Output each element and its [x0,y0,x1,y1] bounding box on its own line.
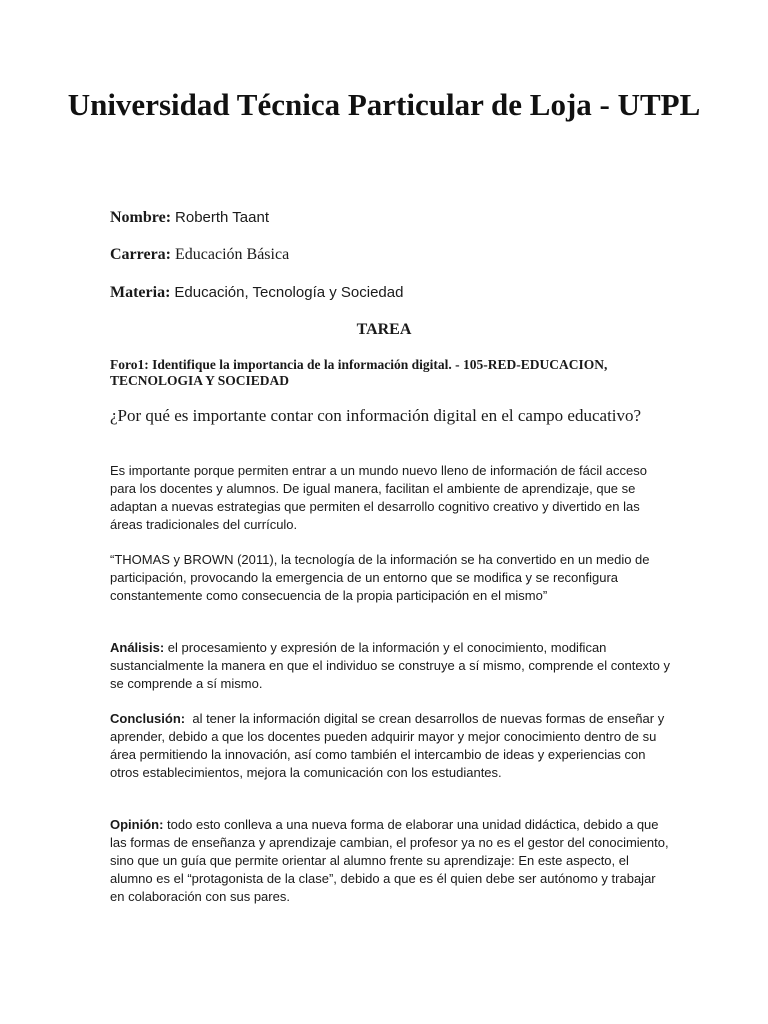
paragraph-intro: Es importante porque permiten entrar a un mundo nuevo lleno de información de fácil acceso para los docentes y alumnos. De igual manera, facilitan el ambiente de aprendizaje, que se adaptan a nuevas estrategias que permiten el desarrollo cognitivo creativo y divertido en las áreas tradicionales del currículo. [110,463,647,532]
field-value: Educación, Tecnología y Sociedad [174,284,404,301]
field-nombre [110,208,269,228]
paragraph-conclusion [110,710,670,782]
paragraph-opinion [110,816,670,906]
field-materia [110,283,403,303]
analisis-text: el procesamiento y expresión de la información y el conocimiento, modifican sustancialmente la manera en que el individuo se construye a sí mismo, comprende el contexto y se comprende a sí mismo. [110,640,671,691]
opinion-text: todo esto conlleva a una nueva forma de elaborar una unidad didáctica, debido a que las formas de enseñanza y aprendizaje cambian, el profesor ya no es el gestor del conocimiento, sino que un guía que permite orientar al alumno frente su aprendizaje: En este aspecto, el alumno es el “protagonista de la clase”, debido a que es él quien debe ser autónomo y trabajar en colaboración con sus pares. [110,817,669,904]
field-value: Educación Básica [175,246,290,263]
conclusion-label: Conclusión: [110,711,186,726]
paragraph-quote: “THOMAS y BROWN (2011), la tecnología de la información se ha convertido en un medio de participación, provocando la emergencia de un entorno que se modifica y se reconfigura constantemente como consecuencia de la propia participación en el mismo” [110,552,650,603]
analisis-label: Análisis: [110,640,165,655]
question-heading: ¿Por qué es importante contar con información digital en el campo educativo? [110,406,642,425]
opinion-label: Opinión: [110,817,164,832]
field-carrera [110,245,289,265]
document-title: Universidad Técnica Particular de Loja - UTPL [67,87,701,122]
conclusion-text: al tener la información digital se crean desarrollos de nuevas formas de enseñar y aprender, debido a que los docentes pueden adquirir mayor y mejor conocimiento dentro de su área permitiendo la innovación, así como también el intercambio de ideas y experiencias con otros establecimientos, mejora la comunicación con los estudiantes. [110,711,668,780]
field-label: Nombre: [110,209,172,226]
foro-heading: Foro1: Identifique la importancia de la información digital. - 105-RED-EDUCACION, TECNOLOGIA Y SOCIEDAD [110,357,608,388]
field-label: Carrera: [110,246,171,263]
section-heading: TAREA [356,321,412,338]
field-value: Roberth Taant [175,209,269,226]
field-label: Materia: [110,284,171,301]
paragraph-analisis [110,639,670,693]
